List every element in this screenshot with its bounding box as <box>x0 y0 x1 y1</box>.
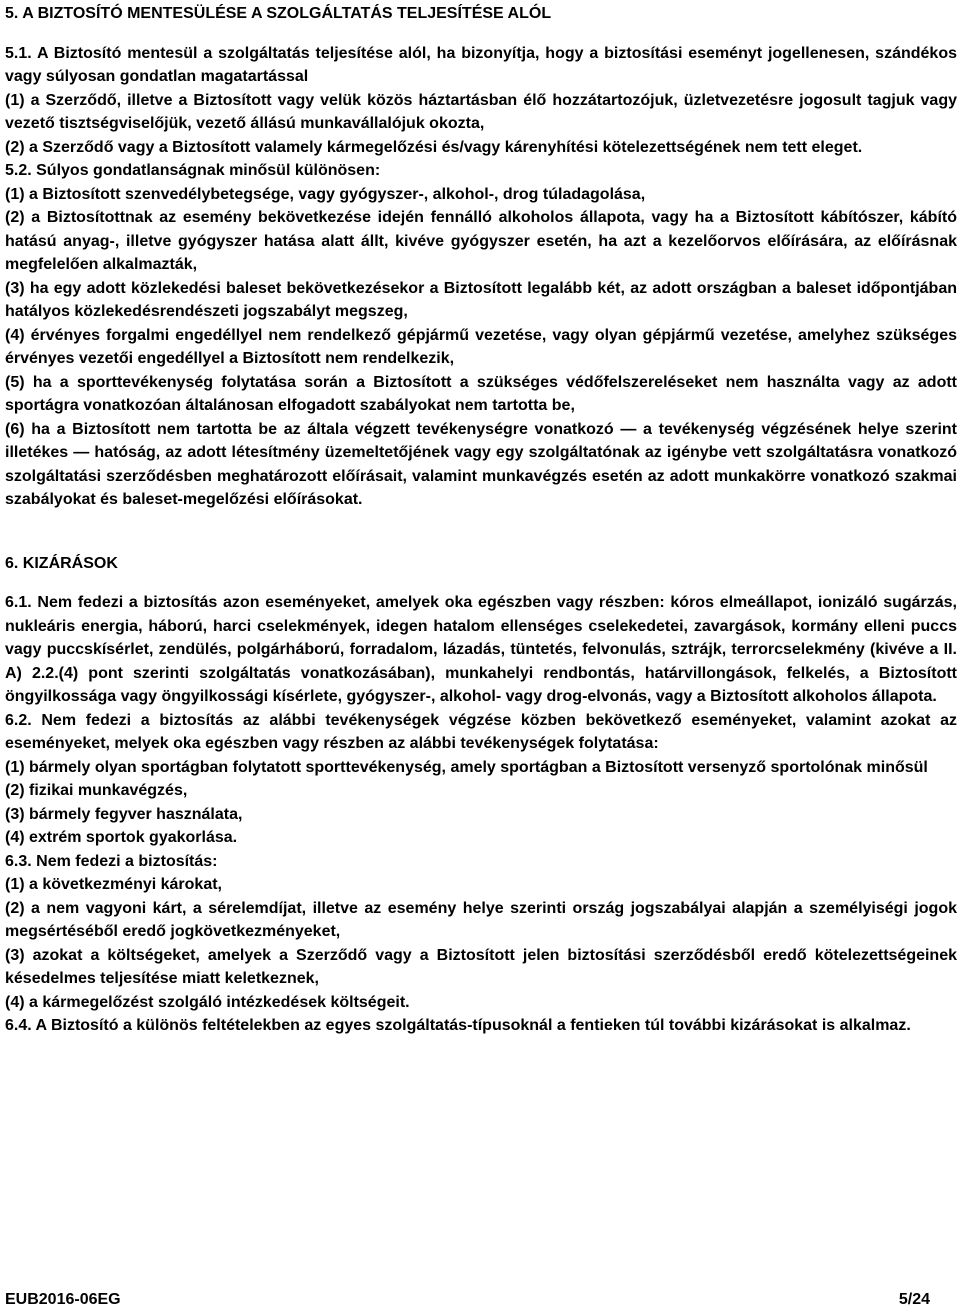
section-6-title: 6. KIZÁRÁSOK <box>5 554 118 572</box>
section-6-body <box>5 591 957 1038</box>
paragraph: 6.2. Nem fedezi a biztosítás az alábbi tevékenységek végzése közben bekövetkező eseményeket, valamint azokat az eseményeket, melyek oka egészben vagy részben az alábbi tevékenységek folytatása: <box>5 711 957 752</box>
paragraph: (1) bármely olyan sportágban folytatott sporttevékenység, amely sportágban a Biztosított versenyző sportolónak minősül <box>5 758 928 776</box>
paragraph: 5.2. Súlyos gondatlanságnak minősül különösen: <box>5 162 381 179</box>
paragraph: (4) érvényes forgalmi engedéllyel nem rendelkező gépjármű vezetése, vagy olyan gépjármű vezetése, amelyhez szükséges érvényes vezetői engedéllyel a Biztosított nem rendelkezik, <box>5 326 957 367</box>
paragraph: 5.1. A Biztosító mentesül a szolgáltatás teljesítése alól, ha bizonyítja, hogy a biztosítási eseményt jogellenesen, szándékos vagy súlyosan gondatlan magatartással <box>5 44 957 85</box>
paragraph: 6.4. A Biztosító a különös feltételekben az egyes szolgáltatás-típusoknál a fentieken túl további kizárásokat is alkalmaz. <box>5 1017 911 1034</box>
spacer <box>5 26 957 42</box>
spacer <box>5 512 957 550</box>
paragraph: (3) azokat a költségeket, amelyek a Szerződő vagy a Biztosított jelen biztosítási szerződésből eredő kötelezettségeinek késedelmes teljesítése miatt keletkeznek, <box>5 946 957 987</box>
paragraph: (2) a Szerződő vagy a Biztosított valamely kármegelőzési és/vagy kárenyhítési kötelezettségének nem tett eleget. <box>5 138 863 156</box>
page-footer <box>5 1290 930 1310</box>
paragraph: (2) a Biztosítottnak az esemény bekövetkezése idején fennálló alkoholos állapota, vagy ha a Biztosított kábítószer, kábító hatású anyag-, illetve gyógyszer hatása alatt állt, kivéve gyógyszer esetén, ha azt a kezelőorvos előírására, az előírásnak megfelelően alkalmazták, <box>5 209 957 273</box>
paragraph: 6.1. Nem fedezi a biztosítás azon eseményeket, amelyek oka egészben vagy részben: kóros elmeállapot, ionizáló sugárzás, nukleáris energia, háború, harci cselekmények, idegen hatalom ellenséges cselekedetei, zavargások, kormány elleni puccs vagy puccskísérlet, zendülés, polgárháború, forradalom, lázadás, tüntetés, felvonulás, sztrájk, terrorcselekmény (kivéve a II. A) 2.2.(4) pont szerinti szolgáltatás vonatkozásában), munkahelyi rendbontás, határvillongások, felkelés, a Biztosított öngyilkossága vagy öngyilkossági kísérlete, gyógyszer-, alkohol- vagy drog-elvonás, vagy a Biztosított alkoholos állapota. <box>5 594 957 705</box>
section-5-body <box>5 42 957 512</box>
paragraph: (4) extrém sportok gyakorlása. <box>5 829 238 846</box>
document-page <box>5 0 957 1038</box>
document-code: EUB2016-06EG <box>5 1291 121 1308</box>
spacer <box>5 575 957 591</box>
paragraph: (2) a nem vagyoni kárt, a sérelemdíjat, illetve az esemény helye szerinti ország jogszabályai alapján a személyiségi jogok megsértéséből eredő jogkövetkezményeket, <box>5 899 957 940</box>
paragraph: (1) a Biztosított szenvedélybetegsége, vagy gyógyszer-, alkohol-, drog túladagolása, <box>5 185 646 203</box>
paragraph: (2) fizikai munkavégzés, <box>5 782 188 799</box>
paragraph: (1) a következményi károkat, <box>5 876 222 893</box>
paragraph: (6) ha a Biztosított nem tartotta be az általa végzett tevékenységre vonatkozó — a tevékenység végzésének helye szerint illetékes — hatóság, az adott létesítmény üzemeltetőjének vagy egy szolgáltatónak az igénybe vett szolgáltatásra vonatkozó szolgáltatási szerződésben meghatározott előírásait, valamint munkavégzés esetén az adott munkakörre vonatkozó szakmai szabályokat és baleset-megelőzési előírásokat. <box>5 420 957 508</box>
paragraph: (3) bármely fegyver használata, <box>5 805 243 823</box>
paragraph: (5) ha a sporttevékenység folytatása során a Biztosított a szükséges védőfelszereléseket nem használta vagy az adott sportágra vonatkozóan általánosan elfogadott szabályokat nem tartotta be, <box>5 373 957 414</box>
paragraph: 6.3. Nem fedezi a biztosítás: <box>5 852 218 870</box>
paragraph: (1) a Szerződő, illetve a Biztosított vagy velük közös háztartásban élő hozzátartozójuk, üzletvezetésre jogosult tagjuk vagy vezető tisztségviselőjük, vezető állású munkavállalójuk okozta, <box>5 91 957 132</box>
paragraph: (3) ha egy adott közlekedési baleset bekövetkezésekor a Biztosított legalább két, az adott országban a baleset időpontjában hatályos közlekedésrendészeti jogszabályt megszeg, <box>5 279 957 320</box>
page-number: 5/24 <box>898 1291 930 1308</box>
paragraph: (4) a kármegelőzést szolgáló intézkedések költségeit. <box>5 993 410 1011</box>
section-5-title: 5. A BIZTOSÍTÓ MENTESÜLÉSE A SZOLGÁLTATÁS TELJESÍTÉSE ALÓL <box>5 5 552 22</box>
